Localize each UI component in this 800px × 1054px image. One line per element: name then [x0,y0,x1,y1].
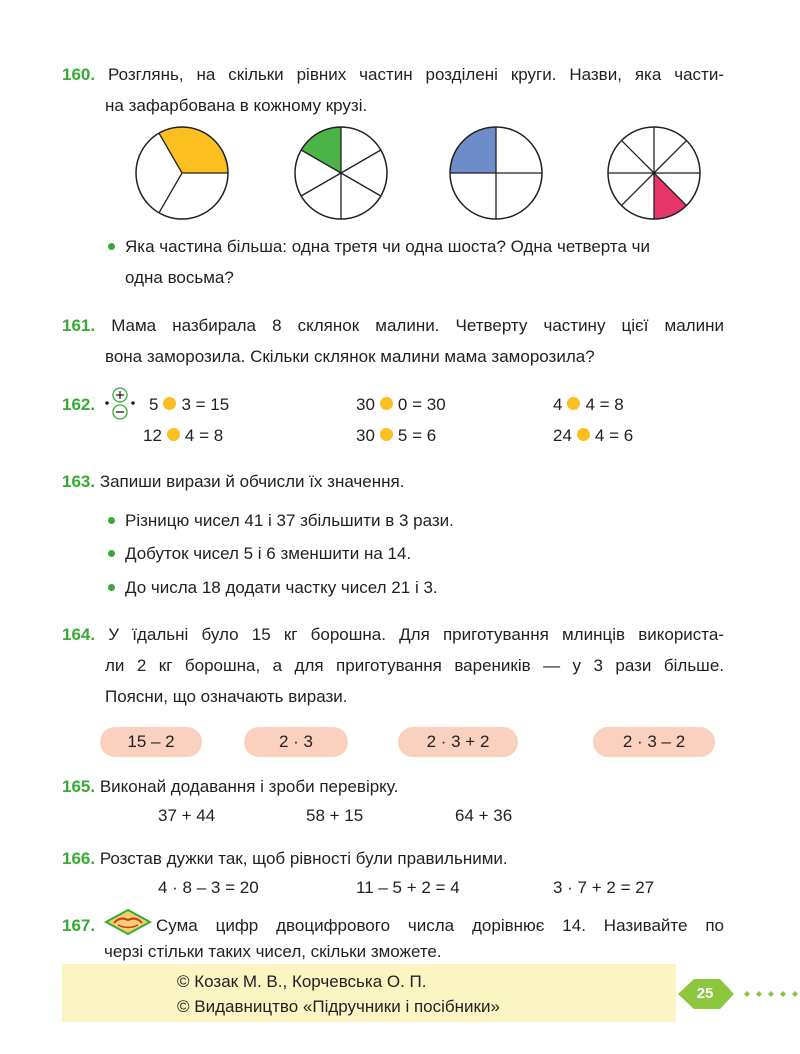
divider-line [341,173,381,196]
task-166 [62,843,508,874]
list-item: Різницю чисел 41 і 37 збільшити в 3 рази. [108,505,454,536]
expression: 3 · 7 + 2 = 27 [553,878,655,897]
eq-6: 24 4 = 6 [553,426,634,445]
task-text: У їдальні було 15 кг борошна. Для приготування млинців використа- [108,625,724,644]
task-number: 165. [62,777,96,796]
task-number: 161. [62,316,96,335]
expression: 64 + 36 [455,806,513,825]
task-number: 160. [62,65,96,84]
yellow-dot-icon [380,428,393,441]
task-text: Сума цифр двоцифрового числа дорівнює 14. Називайте по [156,916,724,935]
task-title: Виконай додавання і зроби перевірку. [99,777,399,796]
divider-line [621,173,654,206]
divider-line [341,150,381,173]
plus-minus-icon [103,386,137,420]
expression: 11 – 5 + 2 = 4 [356,878,460,897]
bullet-icon [108,243,115,250]
task-number: 164. [62,625,96,644]
fraction-circles [130,125,730,225]
task-160 [62,59,724,121]
bullet-icon [108,584,115,591]
yellow-dot-icon [577,428,590,441]
copyright-authors: © Козак М. В., Корчевська О. П. [177,972,427,991]
task-number: 162. [62,395,96,414]
yellow-dot-icon [380,397,393,410]
expression-pill: 2 · 3 + 2 [398,727,518,757]
expression-pill: 2 · 3 – 2 [593,727,715,757]
page-number: 25 [696,985,714,1002]
list-item: Добуток чисел 5 і 6 зменшити на 14. [108,538,411,569]
task-160-question: Яка частина більша: одна третя чи одна шоста? Одна четверта чи одна восьма? [108,231,724,293]
eq-2: 30 0 = 30 [356,395,446,414]
expression: 37 + 44 [158,806,216,825]
bullet-icon [108,550,115,557]
divider-line [301,173,341,196]
divider-line [159,173,182,213]
divider-line [654,140,687,173]
expression: 58 + 15 [306,806,364,825]
expression: 4 · 8 – 3 = 20 [158,878,259,897]
task-number: 166. [62,849,96,868]
task-162 [62,389,95,420]
expression-pill: 15 – 2 [100,727,202,757]
task-163 [62,466,404,497]
eq-4: 12 4 = 8 [143,426,224,445]
yellow-dot-icon [167,428,180,441]
group-work-icon [104,904,152,938]
divider-line [621,140,654,173]
task-167-number [62,910,95,941]
task-title: Розстав дужки так, щоб рівності були правильними. [99,849,508,868]
task-text: Мама назбирала 8 склянок малини. Четверту частину цієї малини [111,316,724,335]
task-title: Запиши вирази й обчисли їх значення. [99,472,405,491]
copyright-publisher: © Видавництво «Підручники і посібники» [177,997,500,1016]
shaded-sector [301,127,341,173]
task-text-cont: на зафарбована в кожному крузі. [105,96,368,115]
task-number: 167. [62,916,96,935]
yellow-dot-icon [163,397,176,410]
task-text: Розглянь, на скільки рівних частин розділені круги. Назви, яка части- [108,65,724,84]
copyright-box [62,964,676,1022]
expression-pill: 2 · 3 [244,727,348,757]
eq-3: 4 4 = 8 [553,395,624,414]
list-item: До числа 18 додати частку чисел 21 і 3. [108,572,438,603]
task-text-cont: черзі стільки таких чисел, скільки зможете. [104,942,442,961]
bullet-icon [108,517,115,524]
eq-5: 30 5 = 6 [356,426,437,445]
eq-1: 5 3 = 15 [149,395,230,414]
task-161: 161. Мама назбирала 8 склянок малини. Четверту частину цієї малини вона заморозила. Скільки склянок малини мама заморозила? [62,316,724,366]
task-number: 163. [62,472,96,491]
task-165 [62,771,398,802]
task-164: 164. У їдальні було 15 кг борошна. Для приготування млинців використа- ли 2 кг борошна, а для приготування вареників — у 3 рази більше. Поясни, що означають вирази. [62,625,724,706]
shaded-sector [654,173,687,219]
yellow-dot-icon [567,397,580,410]
